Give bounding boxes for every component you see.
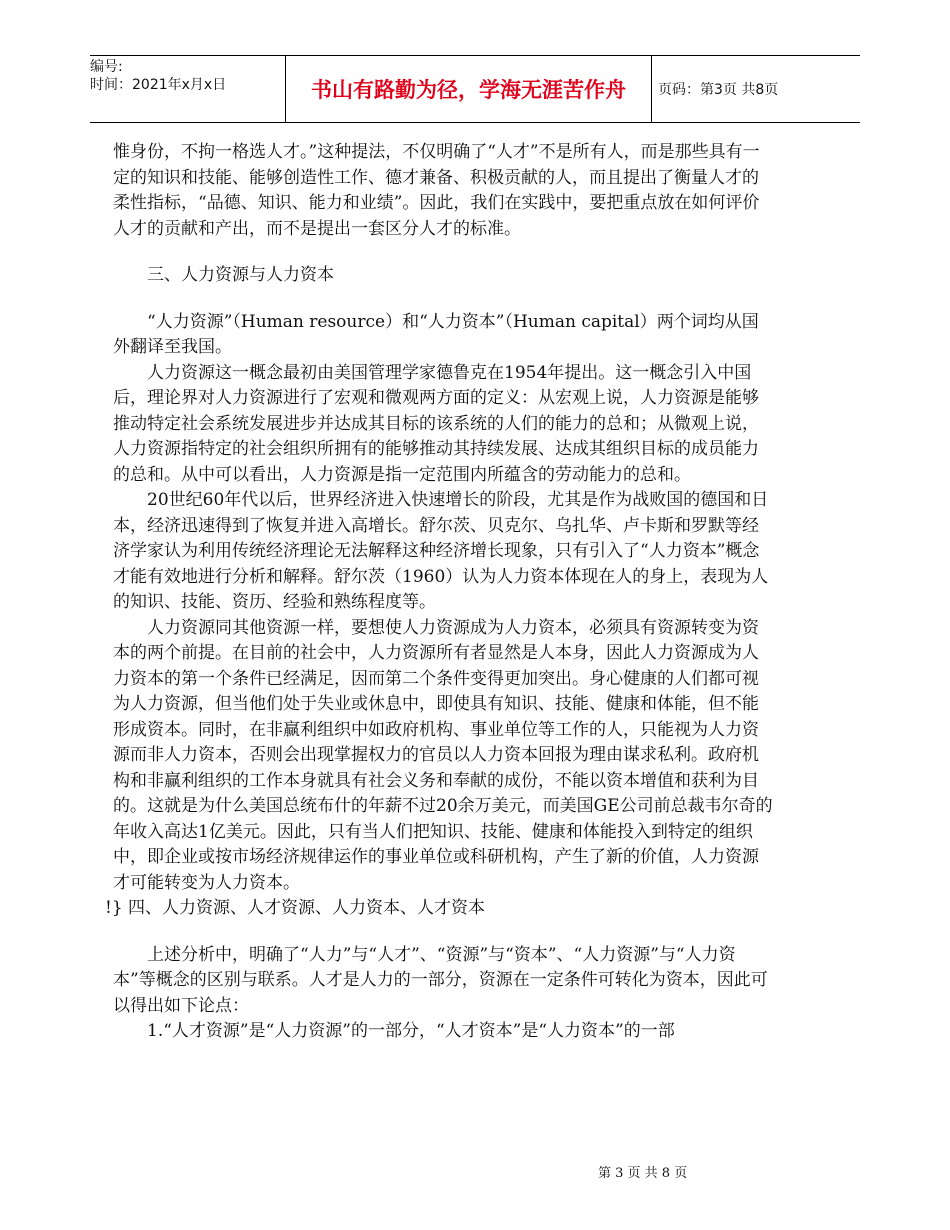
list-item-1: 1.“人才资源”是“人力资源”的一部分，“人才资本”是“人力资本”的一部 [147, 1021, 675, 1041]
header-meta [90, 56, 285, 122]
header-motto: 书山有路勤为径，学海无涯苦作舟 [285, 56, 652, 122]
paragraph-continued: 惟身份，不拘一格选人才。”这种提法，不仅明确了“人才”不是所有人，而是那些具有一定的知识和技能、能够创造性工作、德才兼备、积极贡献的人，而且提出了衡量人才的柔性指标，“品德、知识、能力和业绩”。因此，我们在实践中，要把重点放在如何评价人才的贡献和产出，而不是提出一套区分人才的标准。 [113, 142, 760, 239]
header-page-info: 页码：第3页 共8页 [658, 82, 779, 98]
document-time-label: 时间：2021年x月x日 [90, 77, 227, 93]
paragraph: 人力资源同其他资源一样，要想使人力资源成为人力资本，必须具有资源转变为资本的两个前提。在目前的社会中，人力资源所有者显然是人本身，因此人力资源成为人力资本的第一个条件已经满足，因而第二个条件变得更加突出。身心健康的人们都可视为人力资源，但当他们处于失业或休息中，即使具有知识、技能、健康和体能，但不能形成资本。同时，在非赢利组织中如政府机构、事业单位等工作的人，只能视为人力资源而非人力资本，否则会出现掌握权力的官员以人力资本回报为理由谋求私利。政府机构和非赢利组织的工作本身就具有社会义务和奉献的成份，不能以资本增值和获利为目的。这就是为什么美国总统布什的年薪不过20余万美元，而美国GE公司前总裁韦尔奇的年收入高达1亿美元。因此，只有当人们把知识、技能、健康和体能投入到特定的组织中，即企业或按市场经济规律运作的事业单位或科研机构，产生了新的价值，人力资源才可能转变为人力资本。 [113, 617, 773, 893]
paragraph: 20世纪60年代以后，世界经济进入快速增长的阶段，尤其是作为战败国的德国和日本，经济迅速得到了恢复并进入高增长。舒尔茨、贝克尔、乌扎华、卢卡斯和罗默等经济学家认为利用传统经济理论无法解释这种经济增长现象，只有引入了“人力资本”概念才能有效地进行分析和解释。舒尔茨（1960）认为人力资本体现在人的身上，表现为人的知识、技能、资历、经验和熟练程度等。 [113, 490, 769, 612]
paragraph: 人力资源这一概念最初由美国管理学家德鲁克在1954年提出。这一概念引入中国后，理论界对人力资源进行了宏观和微观两方面的定义：从宏观上说，人力资源是能够推动特定社会系统发展进步并达成其目标的该系统的人们的能力的总和；从微观上说，人力资源指特定的社会组织所拥有的能够推动其持续发展、达成其组织目标的成员能力的总和。从中可以看出，人力资源是指一定范围内所蕴含的劳动能力的总和。 [113, 362, 759, 485]
page-header [90, 55, 860, 123]
section-heading-4: !} 四、人力资源、人才资源、人力资本、人才资本 [105, 898, 486, 918]
section-heading-3: 三、人力资源与人力资本 [147, 265, 334, 285]
page-footer-text: 第 3 页 共 8 页 [598, 1166, 688, 1181]
document-body [105, 140, 773, 1045]
paragraph: “人力资源”（Human resource）和“人力资本”（Human capital）两个词均从国外翻译至我国。 [113, 311, 759, 357]
paragraph: 上述分析中，明确了“人力”与“人才”、“资源”与“资本”、“人力资源”与“人力资本”等概念的区别与联系。人才是人力的一部分，资源在一定条件可转化为资本，因此可以得出如下论点： [113, 944, 768, 1016]
document-number-label: 编号: [90, 59, 123, 75]
